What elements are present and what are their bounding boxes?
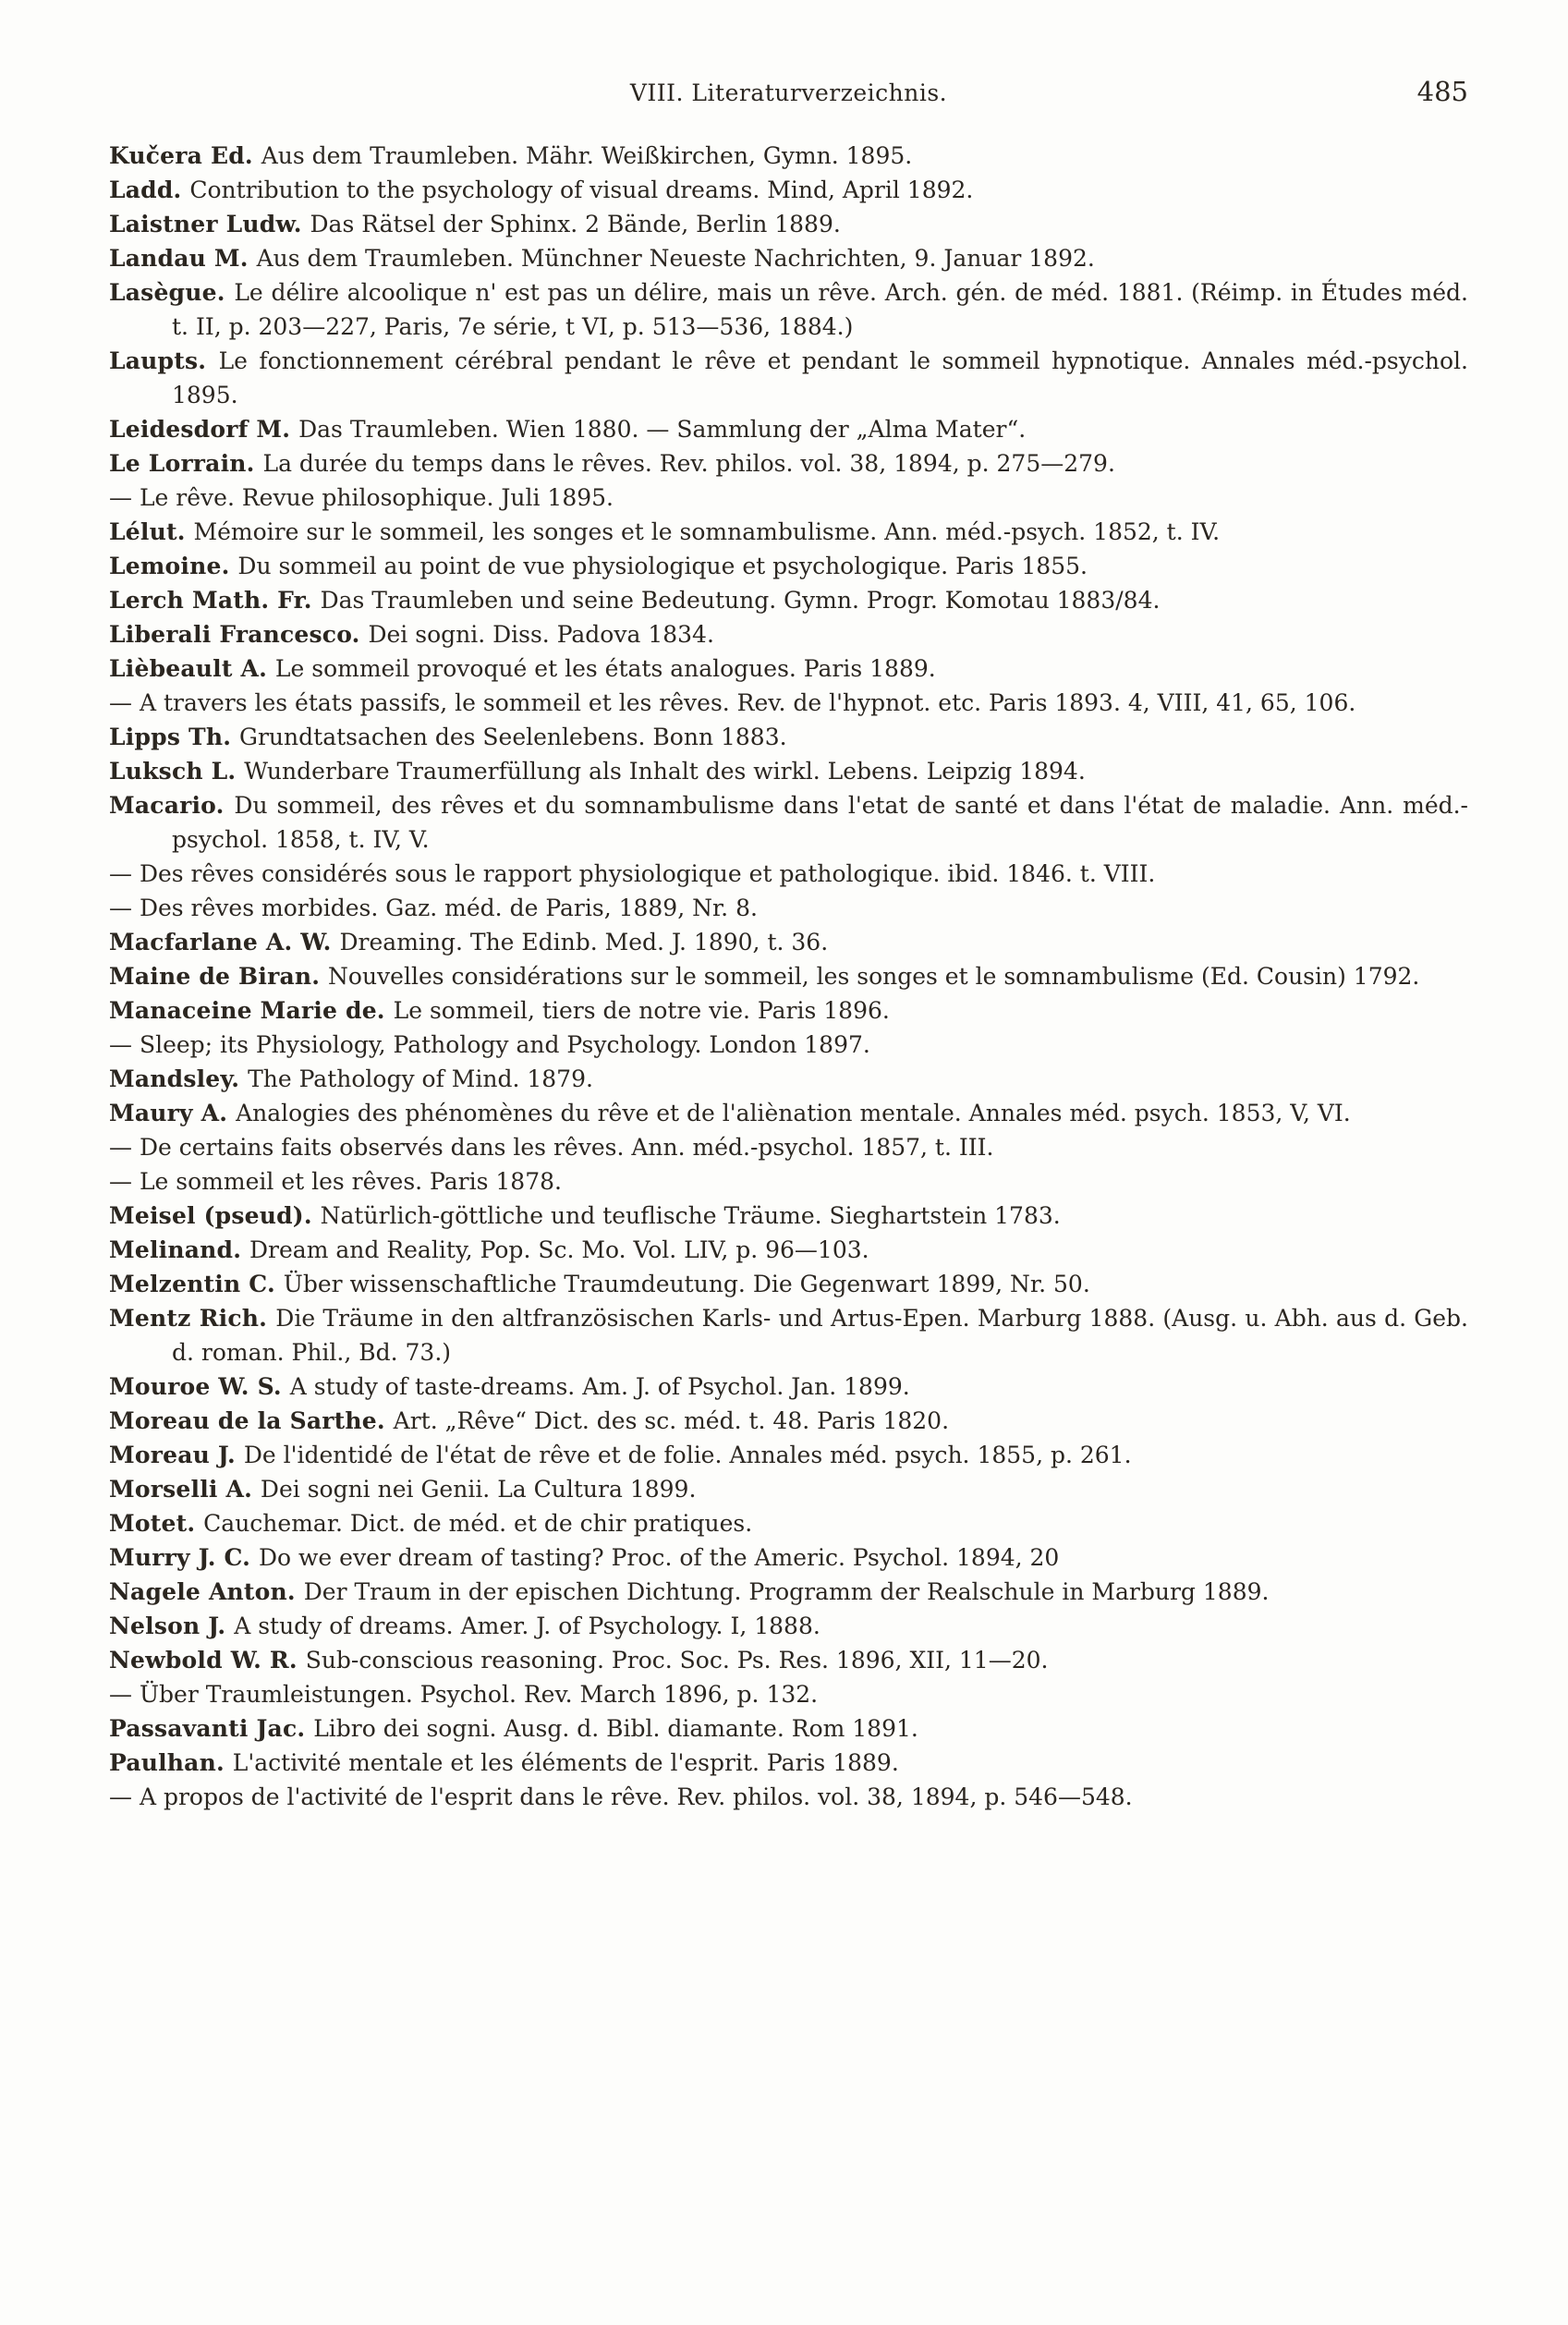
entry-author: Moreau J. [109,1442,244,1468]
bibliography-entry [109,1369,1468,1404]
bibliography-entry [109,1404,1468,1438]
bibliography-entry [109,993,1468,1028]
entry-text: Sub-conscious reasoning. Proc. Soc. Ps. Res. 1896, XII, 11—20. [305,1647,1049,1674]
entry-text: Das Traumleben. Wien 1880. — Sammlung der „Alma Mater“. [298,416,1027,443]
entry-text: — Sleep; its Physiology, Pathology and Psychology. London 1897. [109,1031,870,1058]
entry-text: Natürlich-göttliche und teuflische Träume. Sieghartstein 1783. [320,1202,1061,1229]
bibliography-entry [109,1472,1468,1506]
entry-text: Le fonctionnement cérébral pendant le rêve et pendant le sommeil hypnotique. Annales méd.-psychol. 1895. [172,347,1468,408]
entry-text: Wunderbare Traumerfüllung als Inhalt des wirkl. Lebens. Leipzig 1894. [244,758,1086,785]
entry-text: De l'identidé de l'état de rêve et de folie. Annales méd. psych. 1855, p. 261. [243,1442,1132,1468]
entry-author: Motet. [109,1510,204,1537]
bibliography-entry [109,1677,1468,1711]
bibliography-entry [109,1096,1468,1130]
entry-text: Do we ever dream of tasting? Proc. of the Americ. Psychol. 1894, 20 [258,1544,1060,1571]
entry-text: Die Träume in den altfranzösischen Karls- und Artus-Epen. Marburg 1888. (Ausg. u. Abh. aus d. Geb. d. roman. Phil., Bd. 73.) [172,1305,1468,1366]
bibliography-entry [109,1746,1468,1780]
entry-text: Art. „Rêve“ Dict. des sc. méd. t. 48. Paris 1820. [393,1407,950,1434]
entry-author: Liberali Francesco. [109,621,369,648]
page-header [109,76,1468,116]
bibliography-entry [109,891,1468,925]
bibliography-entry [109,549,1468,583]
entry-author: Le Lorrain. [109,450,263,477]
entry-author: Leidesdorf M. [109,416,299,443]
bibliography-entry [109,1711,1468,1746]
bibliography-entry [109,1540,1468,1575]
bibliography-entry [109,1130,1468,1164]
entry-author: Maine de Biran. [109,963,329,990]
entry-text: Du sommeil, des rêves et du somnambulisme dans l'etat de santé et dans l'état de maladie. Ann. méd.-psychol. 1858, t. IV, V. [172,792,1469,853]
entry-text: Mémoire sur le sommeil, les songes et le somnambulisme. Ann. méd.-psych. 1852, t. IV. [193,518,1221,545]
bibliography-entry [109,1267,1468,1301]
bibliography-entry [109,1062,1468,1096]
entry-author: Mouroe W. S. [109,1373,290,1400]
entry-author: Melzentin C. [109,1271,284,1297]
bibliography-entry [109,686,1468,720]
bibliography-entry [109,1301,1468,1369]
entry-text: Grundtatsachen des Seelenlebens. Bonn 1883. [239,724,787,750]
bibliography-entry [109,1780,1468,1814]
bibliography-entry [109,515,1468,549]
entry-text: — Über Traumleistungen. Psychol. Rev. March 1896, p. 132. [109,1681,819,1708]
bibliography-entry [109,241,1468,275]
entry-text: Analogies des phénomènes du rêve et de l'aliènation mentale. Annales méd. psych. 1853, V, VI. [236,1100,1351,1126]
entry-author: Macario. [109,792,235,819]
entry-author: Ladd. [109,177,190,203]
bibliography-entry [109,1506,1468,1540]
bibliography-entry [109,1199,1468,1233]
entry-author: Nagele Anton. [109,1578,304,1605]
entry-text: The Pathology of Mind. 1879. [248,1065,593,1092]
entry-text: — Des rêves morbides. Gaz. méd. de Paris, 1889, Nr. 8. [109,895,758,921]
bibliography-entry [109,344,1468,412]
entry-text: Dreaming. The Edinb. Med. J. 1890, t. 36. [339,929,829,956]
running-title: VIII. Literaturverzeichnis. [629,79,948,106]
bibliography-entry [109,1575,1468,1609]
entry-author: Luksch L. [109,758,245,785]
entry-text: Dream and Reality, Pop. Sc. Mo. Vol. LIV, p. 96—103. [249,1236,869,1263]
entry-text: Libro dei sogni. Ausg. d. Bibl. diamante. Rom 1891. [313,1715,918,1742]
bibliography-entry [109,173,1468,207]
entry-text: Du sommeil au point de vue physiologique et psychologique. Paris 1855. [237,553,1088,579]
entry-author: Lélut. [109,518,194,545]
entry-author: Passavanti Jac. [109,1715,314,1742]
bibliography-entry [109,857,1468,891]
bibliography-entry [109,1233,1468,1267]
entry-text: — A travers les états passifs, le sommeil et les rêves. Rev. de l'hypnot. etc. Paris 1893. 4, VIII, 41, 65, 106. [109,689,1356,716]
bibliography-entry [109,754,1468,788]
entry-author: Nelson J. [109,1613,235,1639]
entry-author: Landau M. [109,245,257,272]
entry-author: Manaceine Marie de. [109,997,394,1024]
bibliography-entry [109,1028,1468,1062]
entry-text: A study of taste-dreams. Am. J. of Psychol. Jan. 1899. [289,1373,910,1400]
bibliography-list [109,139,1468,1814]
entry-text: Über wissenschaftliche Traumdeutung. Die Gegenwart 1899, Nr. 50. [283,1271,1090,1297]
entry-author: Mandsley. [109,1065,249,1092]
entry-author: Mentz Rich. [109,1305,276,1332]
page-number: 485 [1416,76,1468,107]
entry-author: Kučera Ed. [109,142,261,169]
entry-author: Lerch Math. Fr. [109,587,321,614]
entry-author: Morselli A. [109,1476,261,1503]
entry-text: Der Traum in der epischen Dichtung. Programm der Realschule in Marburg 1889. [303,1578,1270,1605]
entry-author: Paulhan. [109,1749,233,1776]
entry-text: Aus dem Traumleben. Mähr. Weißkirchen, Gymn. 1895. [261,142,913,169]
entry-text: — A propos de l'activité de l'esprit dans le rêve. Rev. philos. vol. 38, 1894, p. 546—548. [109,1783,1133,1810]
entry-text: Contribution to the psychology of visual dreams. Mind, April 1892. [189,177,974,203]
entry-text: Aus dem Traumleben. Münchner Neueste Nachrichten, 9. Januar 1892. [256,245,1095,272]
entry-text: Dei sogni. Diss. Padova 1834. [368,621,714,648]
entry-author: Maury A. [109,1100,237,1126]
bibliography-entry [109,925,1468,959]
entry-author: Macfarlane A. W. [109,929,340,956]
entry-text: L'activité mentale et les éléments de l'esprit. Paris 1889. [232,1749,899,1776]
bibliography-entry [109,617,1468,651]
bibliography-entry [109,788,1468,857]
entry-author: Melinand. [109,1236,250,1263]
entry-author: Meisel (pseud). [109,1202,321,1229]
entry-author: Laistner Ludw. [109,211,310,237]
bibliography-entry [109,651,1468,686]
entry-text: — De certains faits observés dans les rêves. Ann. méd.-psychol. 1857, t. III. [109,1134,994,1161]
bibliography-entry [109,1643,1468,1677]
entry-author: Lemoine. [109,553,238,579]
entry-text: Das Traumleben und seine Bedeutung. Gymn. Progr. Komotau 1883/84. [320,587,1161,614]
bibliography-entry [109,446,1468,481]
entry-author: Laupts. [109,347,219,374]
bibliography-entry [109,959,1468,993]
entry-text: — Des rêves considérés sous le rapport physiologique et pathologique. ibid. 1846. t. VIII. [109,860,1156,887]
bibliography-entry [109,412,1468,446]
entry-author: Lièbeault A. [109,655,275,682]
bibliography-entry [109,1164,1468,1199]
bibliography-entry [109,481,1468,515]
entry-author: Moreau de la Sarthe. [109,1407,394,1434]
bibliography-entry [109,1438,1468,1472]
entry-text: — Le sommeil et les rêves. Paris 1878. [109,1168,562,1195]
bibliography-entry [109,720,1468,754]
bibliography-entry [109,583,1468,617]
entry-text: Le délire alcoolique n' est pas un délire, mais un rêve. Arch. gén. de méd. 1881. (Réimp. in Études méd. t. II, p. 203—227, Paris, 7e série, t VI, p. 513—536, 1884.) [172,279,1468,340]
entry-text: — Le rêve. Revue philosophique. Juli 1895. [109,484,614,511]
entry-text: A study of dreams. Amer. J. of Psychology. I, 1888. [234,1613,820,1639]
entry-text: Cauchemar. Dict. de méd. et de chir pratiques. [203,1510,753,1537]
entry-author: Lipps Th. [109,724,240,750]
entry-text: Dei sogni nei Genii. La Cultura 1899. [260,1476,697,1503]
entry-text: Das Rätsel der Sphinx. 2 Bände, Berlin 1889. [310,211,841,237]
bibliography-entry [109,275,1468,344]
entry-text: Nouvelles considérations sur le sommeil, les songes et le somnambulisme (Ed. Cousin) 1792. [328,963,1420,990]
entry-author: Murry J. C. [109,1544,259,1571]
entry-text: Le sommeil, tiers de notre vie. Paris 1896. [393,997,890,1024]
bibliography-entry [109,207,1468,241]
entry-author: Newbold W. R. [109,1647,306,1674]
bibliography-entry [109,139,1468,173]
entry-author: Lasègue. [109,279,235,306]
bibliography-entry [109,1609,1468,1643]
entry-text: La durée du temps dans le rêves. Rev. philos. vol. 38, 1894, p. 275—279. [262,450,1115,477]
entry-text: Le sommeil provoqué et les états analogues. Paris 1889. [274,655,936,682]
